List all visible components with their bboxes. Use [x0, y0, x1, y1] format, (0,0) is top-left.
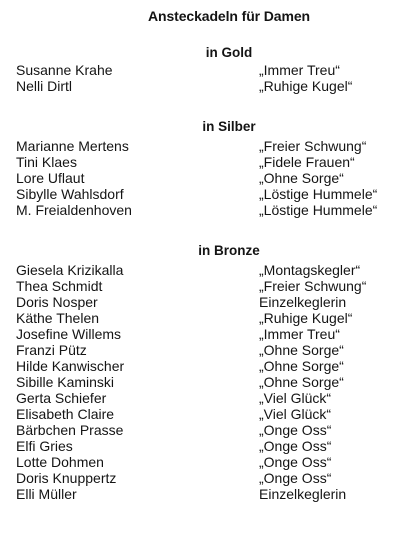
- member-name: Lore Uflaut: [16, 170, 85, 186]
- list-item: [0, 406, 402, 422]
- club-name: „Onge Oss“: [259, 454, 332, 470]
- club-name: „Ruhige Kugel“: [259, 310, 353, 326]
- member-name: Josefine Willems: [16, 326, 122, 342]
- list-item: [0, 422, 402, 438]
- member-name: Marianne Mertens: [16, 138, 129, 154]
- club-name: „Onge Oss“: [259, 422, 332, 438]
- list-item: [0, 310, 402, 326]
- club-name: „Fidele Frauen“: [259, 154, 355, 170]
- section-heading-gold: in Gold: [205, 45, 253, 60]
- club-name: „Immer Treu“: [259, 326, 340, 342]
- club-name: „Ohne Sorge“: [259, 358, 344, 374]
- list-item: [0, 454, 402, 470]
- list-item: [0, 78, 402, 94]
- list-item: [0, 278, 402, 294]
- member-name: Thea Schmidt: [16, 278, 103, 294]
- list-item: [0, 138, 402, 154]
- club-name: „Löstige Hummele“: [259, 186, 378, 202]
- club-name: „Immer Treu“: [259, 62, 340, 78]
- list-item: [0, 470, 402, 486]
- member-name: Franzi Pütz: [16, 342, 87, 358]
- club-name: „Onge Oss“: [259, 470, 332, 486]
- member-name: Doris Knuppertz: [16, 470, 117, 486]
- club-name: „Löstige Hummele“: [259, 202, 378, 218]
- member-name: Susanne Krahe: [16, 62, 113, 78]
- member-name: Elisabeth Claire: [16, 406, 115, 422]
- member-name: Giesela Krizikalla: [16, 262, 124, 278]
- member-name: Bärbchen Prasse: [16, 422, 124, 438]
- section-heading-silber: in Silber: [202, 119, 256, 134]
- list-bronze: [0, 262, 402, 502]
- page-title: Ansteckadeln für Damen: [148, 8, 310, 24]
- member-name: Doris Nosper: [16, 294, 98, 310]
- member-name: Hilde Kanwischer: [16, 358, 125, 374]
- club-name: „Onge Oss“: [259, 438, 332, 454]
- member-name: Gerta Schiefer: [16, 390, 107, 406]
- list-item: [0, 202, 402, 218]
- club-name: Einzelkeglerin: [259, 486, 347, 502]
- member-name: Sibylle Wahlsdorf: [16, 186, 124, 202]
- club-name: „Ohne Sorge“: [259, 170, 344, 186]
- member-name: Nelli Dirtl: [16, 78, 72, 94]
- list-item: [0, 390, 402, 406]
- list-silber: [0, 138, 402, 218]
- list-item: [0, 294, 402, 310]
- member-name: Elli Müller: [16, 486, 77, 502]
- club-name: Einzelkeglerin: [259, 294, 347, 310]
- list-item: [0, 170, 402, 186]
- list-item: [0, 326, 402, 342]
- member-name: Käthe Thelen: [16, 310, 100, 326]
- club-name: „Freier Schwung“: [259, 138, 367, 154]
- club-name: „Montagskegler“: [259, 262, 361, 278]
- list-item: [0, 374, 402, 390]
- list-item: [0, 486, 402, 502]
- club-name: „Ohne Sorge“: [259, 342, 344, 358]
- club-name: „Viel Glück“: [259, 406, 332, 422]
- list-item: [0, 342, 402, 358]
- list-item: [0, 358, 402, 374]
- list-gold: [0, 62, 402, 94]
- member-name: Tini Klaes: [16, 154, 77, 170]
- member-name: M. Freialdenhoven: [16, 202, 132, 218]
- list-item: [0, 62, 402, 78]
- member-name: Lotte Dohmen: [16, 454, 104, 470]
- list-item: [0, 154, 402, 170]
- section-heading-bronze: in Bronze: [198, 243, 260, 258]
- list-item: [0, 186, 402, 202]
- club-name: „Ohne Sorge“: [259, 374, 344, 390]
- member-name: Elfi Gries: [16, 438, 73, 454]
- list-item: [0, 438, 402, 454]
- club-name: „Ruhige Kugel“: [259, 78, 353, 94]
- list-item: [0, 262, 402, 278]
- member-name: Sibille Kaminski: [16, 374, 115, 390]
- club-name: „Freier Schwung“: [259, 278, 367, 294]
- club-name: „Viel Glück“: [259, 390, 332, 406]
